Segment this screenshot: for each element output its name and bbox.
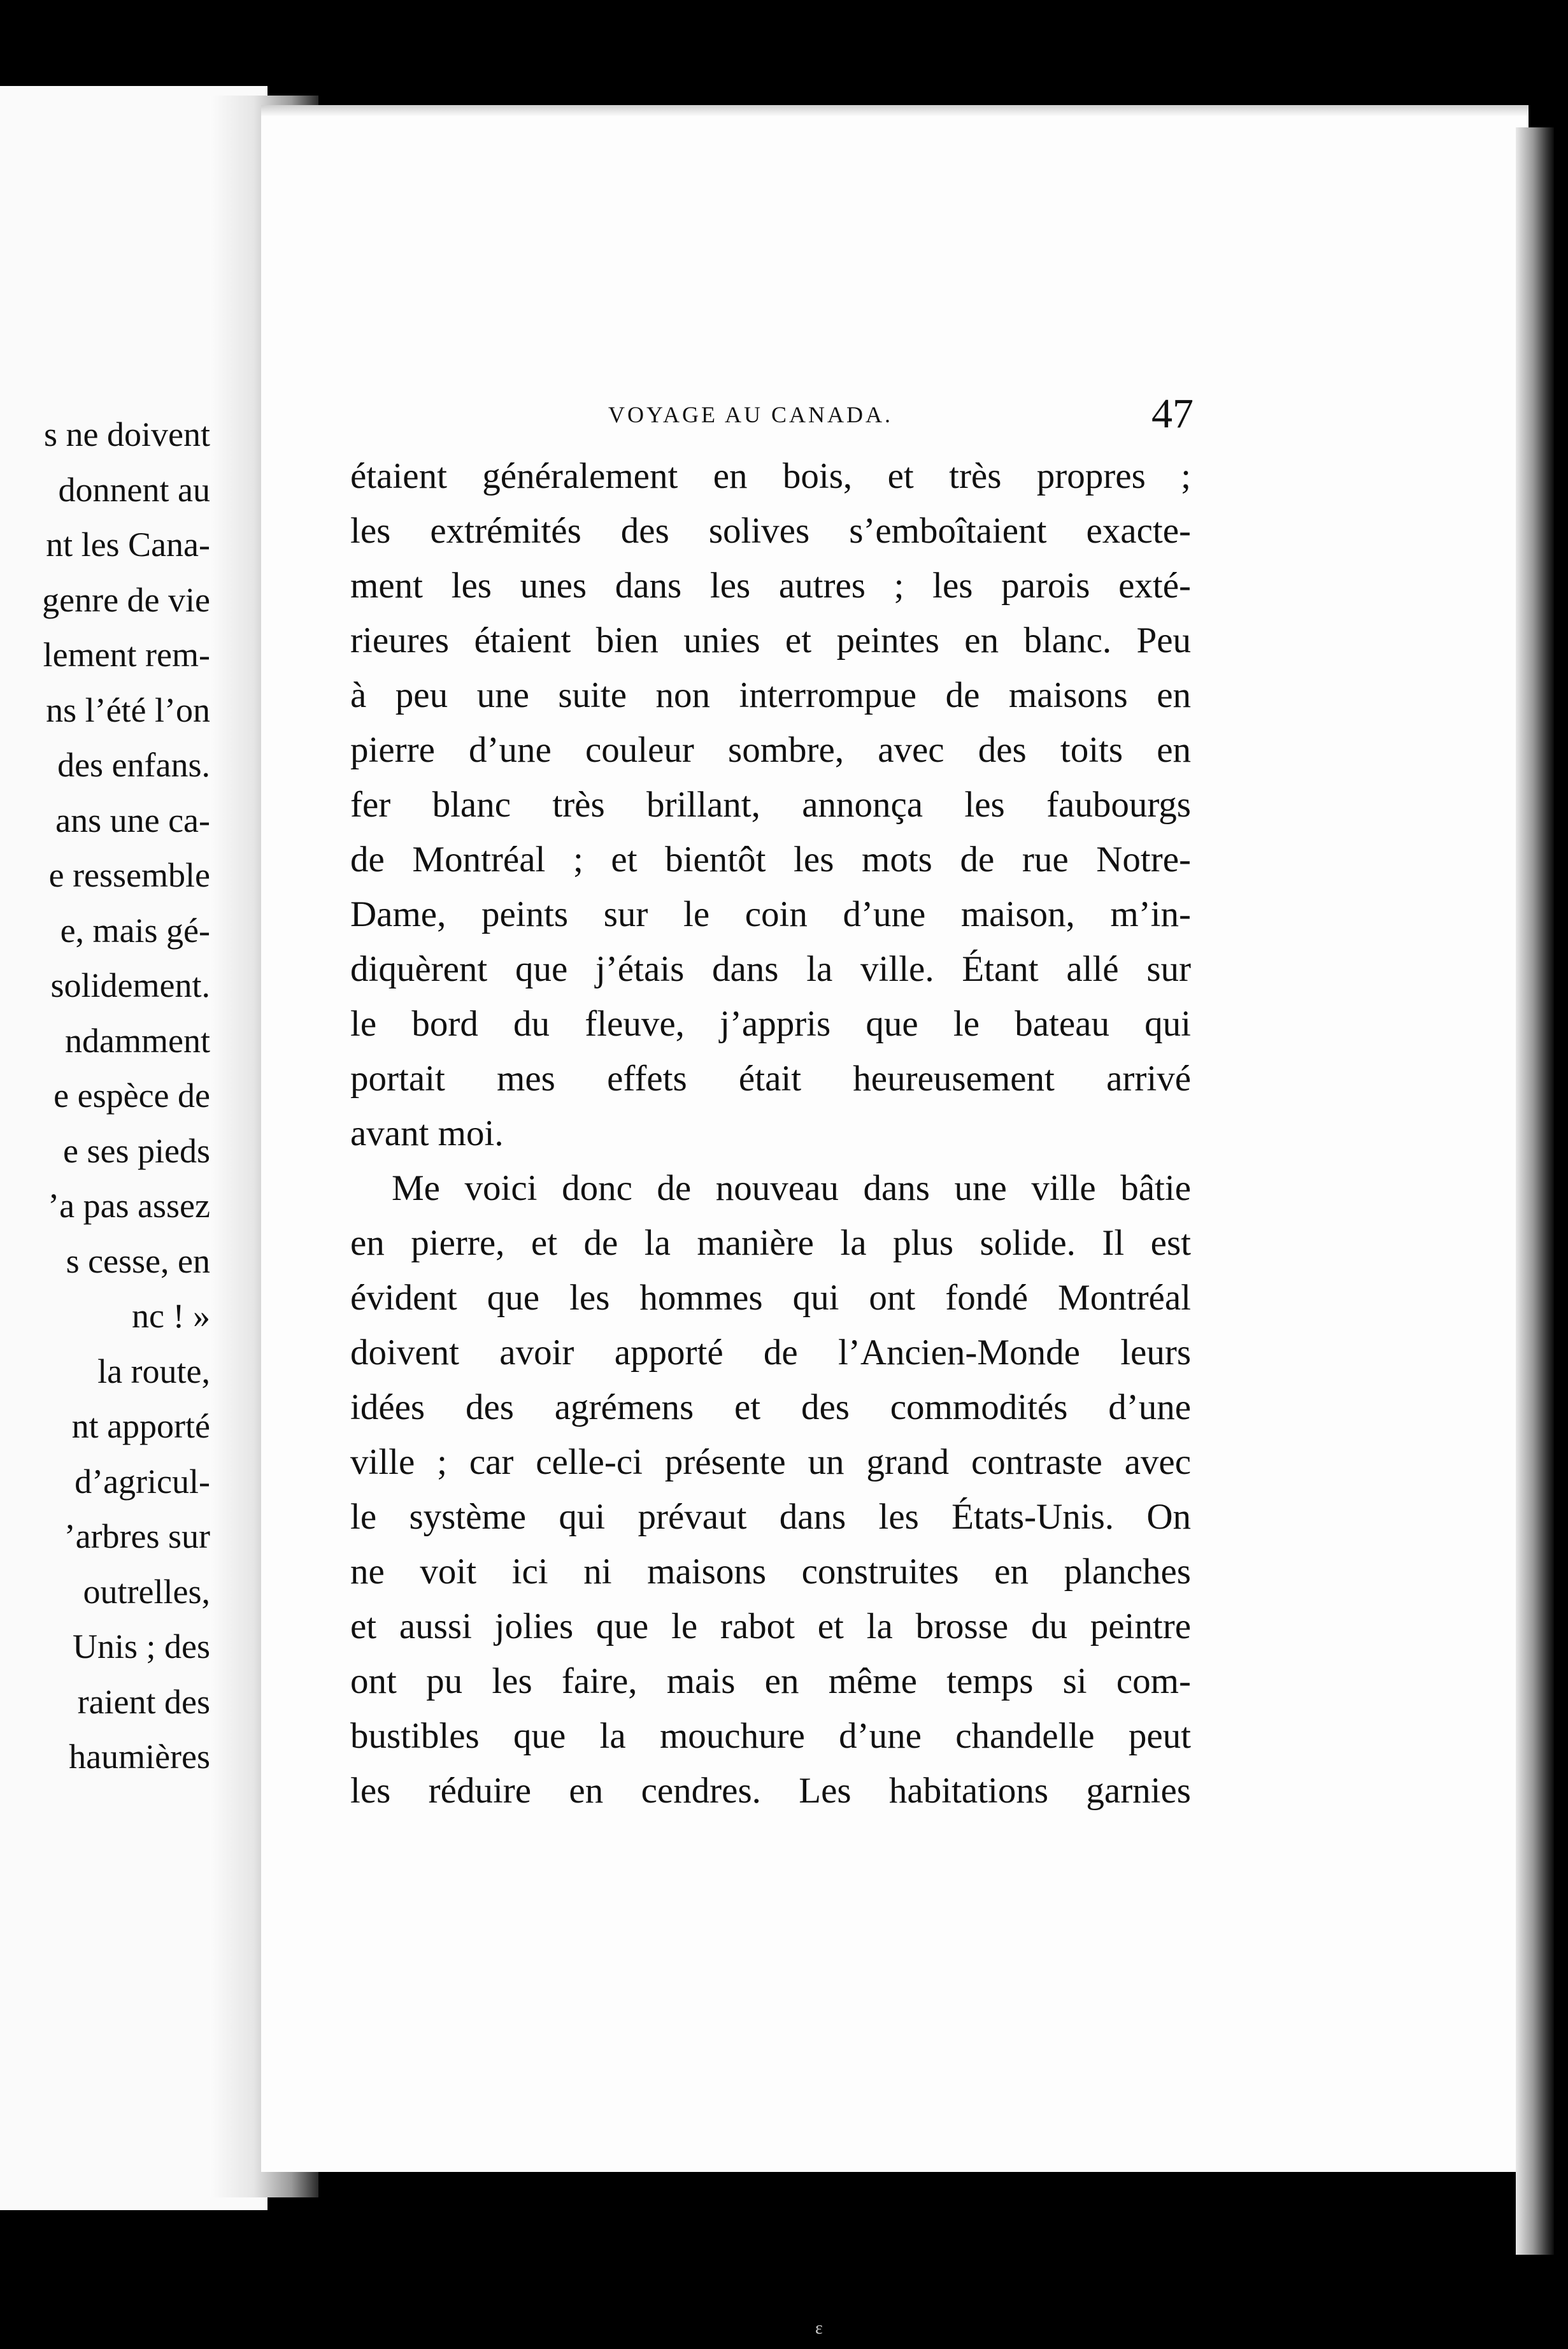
left-page-line: donnent au xyxy=(58,470,210,509)
left-page-line: solidement. xyxy=(50,966,210,1004)
text-line: ne voit ici ni maisons construites en planches xyxy=(350,1552,1191,1592)
left-page-line: outrelles, xyxy=(83,1572,210,1611)
text-line: portait mes effets était heureusement arrivé xyxy=(350,1059,1191,1099)
left-page-line: Unis ; des xyxy=(73,1627,210,1666)
left-page-line: nc ! » xyxy=(132,1297,210,1335)
text-line: les extrémités des solives s’emboîtaient exacte- xyxy=(350,511,1191,551)
left-page-line: e ses pieds xyxy=(63,1131,210,1170)
text-line: diquèrent que j’étais dans la ville. Étant allé sur xyxy=(350,949,1191,989)
text-line: de Montréal ; et bientôt les mots de rue Notre- xyxy=(350,839,1191,880)
text-line: pierre d’une couleur sombre, avec des toits en xyxy=(350,730,1191,770)
text-line: Me voici donc de nouveau dans une ville bâtie xyxy=(392,1168,1191,1208)
left-page-line: genre de vie xyxy=(42,580,210,619)
right-page-edge xyxy=(1516,127,1554,2255)
left-page-line: ’arbres sur xyxy=(64,1517,210,1555)
left-page-line: la route, xyxy=(97,1352,210,1390)
left-page-line: ans une ca- xyxy=(55,801,210,839)
left-page-line: d’agricul- xyxy=(75,1462,210,1501)
text-line: bustibles que la mouchure d’une chandelle peut xyxy=(350,1716,1191,1756)
left-page-line: e ressemble xyxy=(48,856,210,894)
left-page-line: ns l’été l’on xyxy=(46,690,210,729)
text-line: ment les unes dans les autres ; les parois exté- xyxy=(350,566,1191,606)
left-page-line: e espèce de xyxy=(53,1076,210,1115)
left-page-line: des enfans. xyxy=(57,746,210,784)
text-line: avant moi. xyxy=(350,1113,504,1153)
text-line: ville ; car celle-ci présente un grand contraste avec xyxy=(350,1442,1191,1482)
text-line: idées des agrémens et des commodités d’une xyxy=(350,1387,1191,1427)
text-line: étaient généralement en bois, et très propres ; xyxy=(350,456,1191,496)
left-page-line: haumières xyxy=(69,1738,210,1776)
left-page-line: ’a pas assez xyxy=(48,1187,210,1225)
left-page-line: s cesse, en xyxy=(66,1241,210,1280)
left-page-line: s ne doivent xyxy=(44,415,210,453)
signature-mark: ɛ xyxy=(815,2318,823,2338)
left-page-line: nt les Cana- xyxy=(46,525,210,564)
text-line: évident que les hommes qui ont fondé Montréal xyxy=(350,1278,1191,1318)
left-page-line: lement rem- xyxy=(43,636,210,674)
text-line: et aussi jolies que le rabot et la brosse du peintre xyxy=(350,1606,1191,1646)
text-line: ont pu les faire, mais en même temps si com- xyxy=(350,1661,1191,1701)
left-page-line: nt apporté xyxy=(71,1407,210,1445)
text-line: les réduire en cendres. Les habitations garnies xyxy=(350,1771,1191,1811)
text-line: rieures étaient bien unies et peintes en blanc. Peu xyxy=(350,620,1191,660)
text-line: fer blanc très brillant, annonça les faubourgs xyxy=(350,785,1191,825)
text-line: le bord du fleuve, j’appris que le bateau qui xyxy=(350,1004,1191,1044)
text-line: à peu une suite non interrompue de maisons en xyxy=(350,675,1191,715)
left-page-line: e, mais gé- xyxy=(60,911,210,950)
text-line: en pierre, et de la manière la plus solide. Il est xyxy=(350,1223,1191,1263)
left-page-line: ndamment xyxy=(65,1021,210,1060)
text-line: le système qui prévaut dans les États-Unis. On xyxy=(350,1497,1191,1537)
left-page-line: raient des xyxy=(77,1682,210,1721)
running-head: VOYAGE AU CANADA. xyxy=(608,402,894,427)
page-number: 47 xyxy=(1151,390,1194,437)
text-line: Dame, peints sur le coin d’une maison, m’in- xyxy=(350,894,1191,934)
page-top-shadow xyxy=(261,105,1529,117)
text-line: doivent avoir apporté de l’Ancien-Monde leurs xyxy=(350,1332,1191,1373)
